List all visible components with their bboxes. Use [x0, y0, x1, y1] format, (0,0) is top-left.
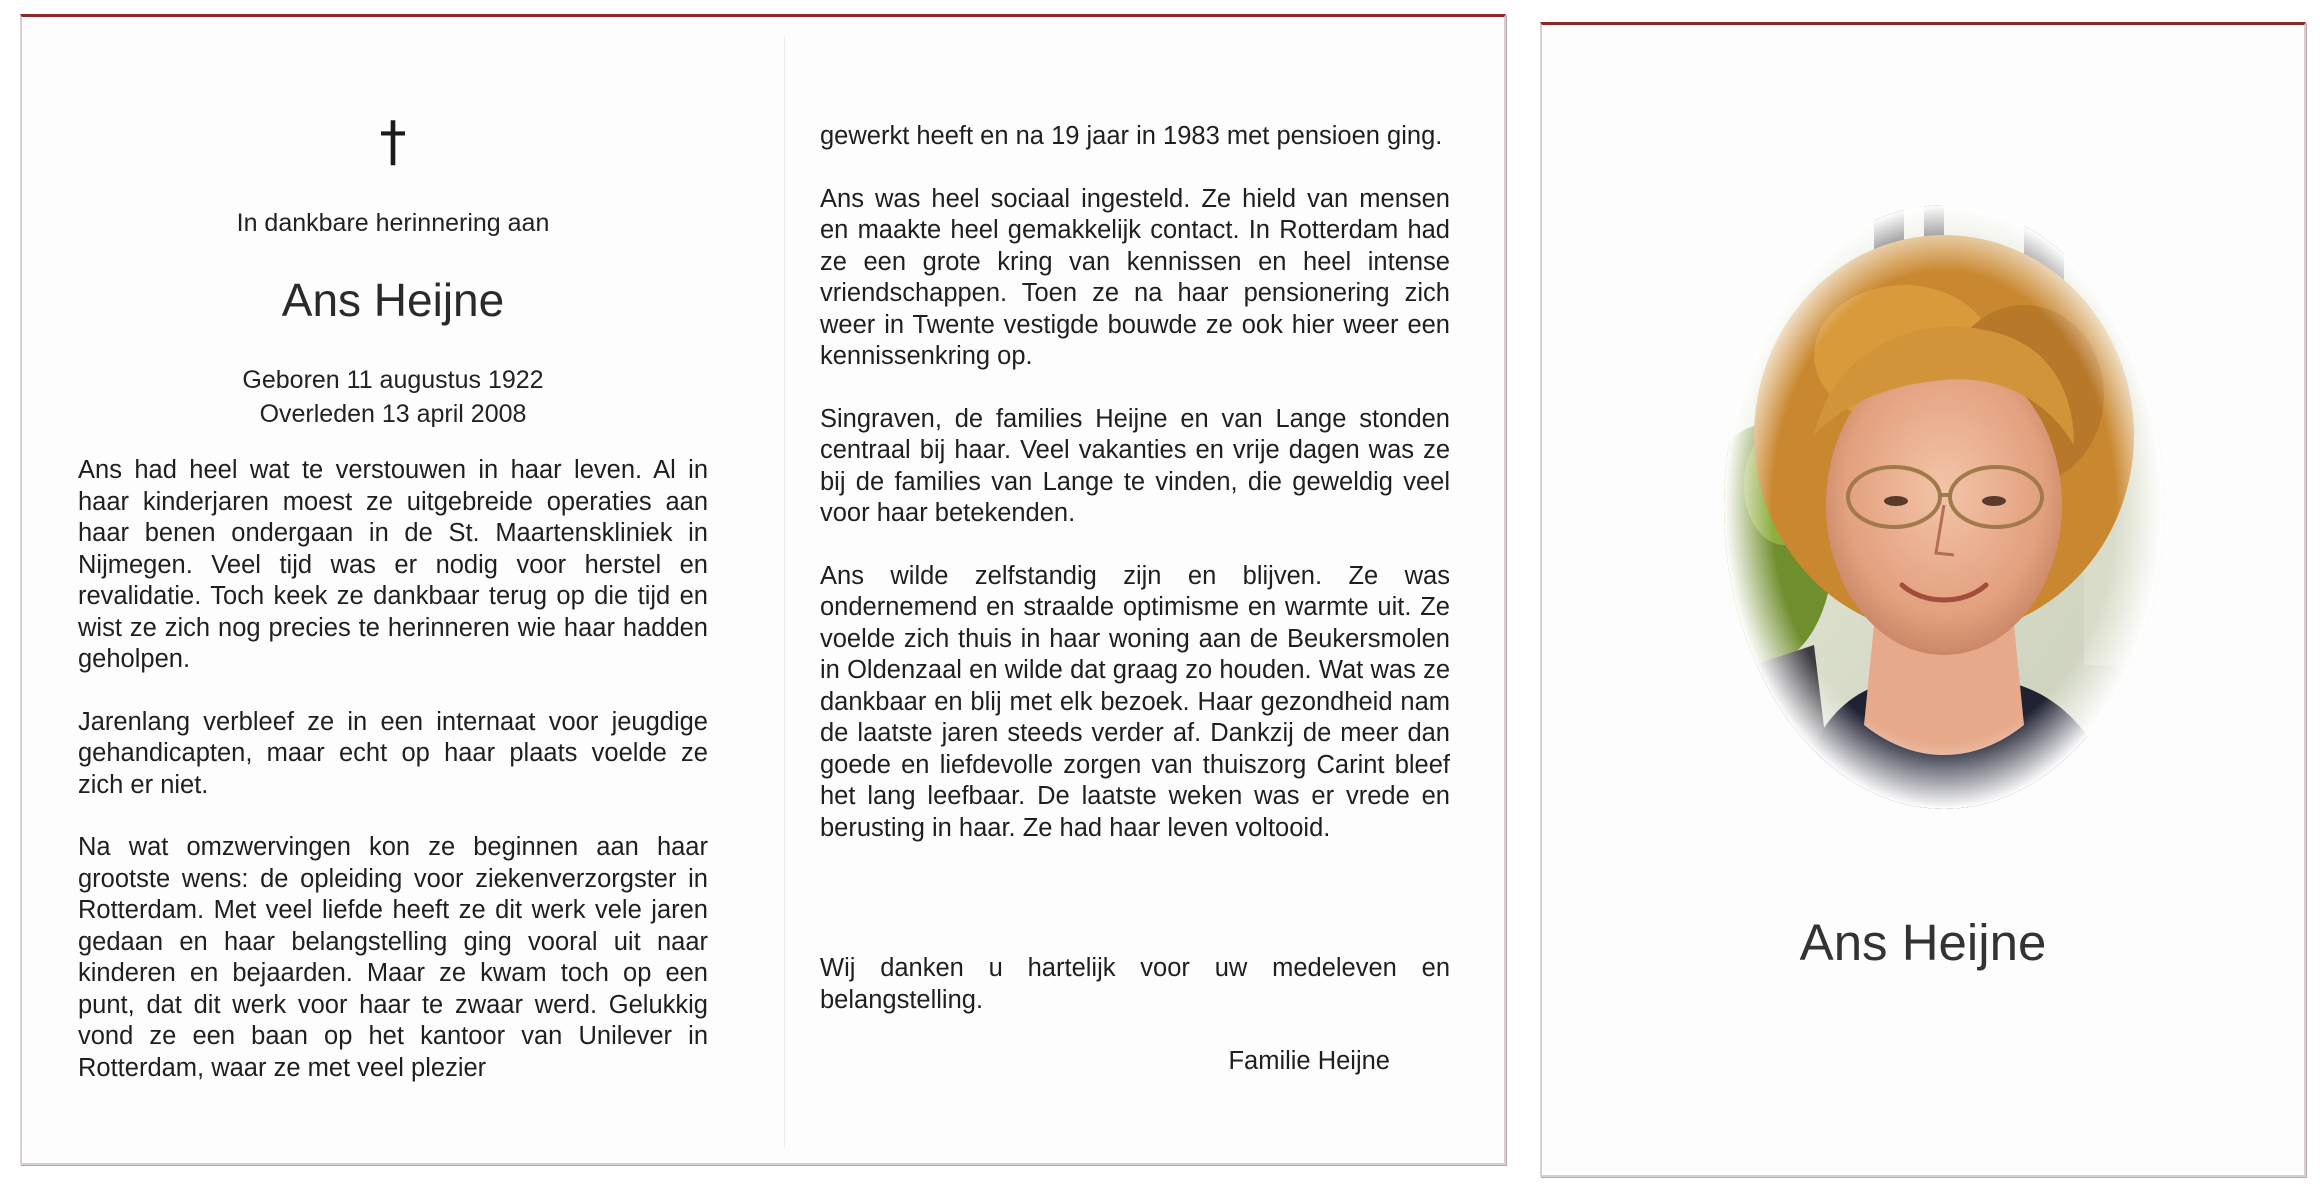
biography-paragraph: Ans wilde zelfstandig zijn en blijven. Ze was ondernemend en straalde optimisme en warmte uit. Ze voelde zich thuis in haar woning aan de Beukersmolen in Oldenzaal en wilde dat graag zo houden. Wat was ze dankbaar en blij met elk bezoek. Haar gezondheid nam de laatste jaren steeds verder af. Dankzij de meer dan goede en liefdevolle zorgen van thuiszorg Carint bleef het lang leefbaar. De laatste weken was er vrede en berusting in haar. Ze had haar leven voltooid.	[820, 561, 1450, 842]
portrait-photo	[1724, 205, 2164, 809]
biography-paragraph: Ans was heel sociaal ingesteld. Ze hield van mensen en maakte heel gemakkelijk contact. In Rotterdam had ze een grote kring van kennissen en heel intense vriendschappen. Toen ze na haar pensionering zich weer in Twente vestigde bouwde ze ook hier weer een kennissenkring op.	[820, 184, 1450, 370]
biography-paragraph: gewerkt heeft en na 19 jaar in 1983 met pensioen ging.	[820, 122, 1443, 150]
remembrance-intro: In dankbare herinnering aan	[236, 209, 550, 237]
biography-paragraph: Jarenlang verbleef ze in een internaat voor jeugdige gehandicapten, maar echt op haar plaats voelde ze zich er niet.	[78, 707, 708, 799]
cross-icon: †	[379, 110, 407, 173]
life-dates	[78, 363, 708, 431]
biography-left-column	[78, 455, 708, 1084]
deceased-name: Ans Heijne	[281, 274, 505, 326]
thank-you-text: Wij danken u hartelijk voor uw medeleven en belangstelling.	[820, 954, 1450, 1014]
inside-left-page	[78, 17, 708, 1147]
death-date: Overleden 13 april 2008	[259, 400, 527, 428]
biography-right-column	[820, 121, 1450, 844]
family-signature: Familie Heijne	[1228, 1047, 1390, 1075]
card-fold-line	[784, 37, 785, 1147]
front-deceased-name: Ans Heijne	[1799, 914, 2047, 971]
thank-you-note	[820, 953, 1450, 1016]
memorial-card-inside-spread	[20, 14, 1506, 1165]
inside-right-page	[820, 17, 1450, 1147]
biography-paragraph: Ans had heel wat te verstouwen in haar leven. Al in haar kinderjaren moest ze uitgebreide operaties aan haar benen ondergaan in de St. Maartenskliniek in Nijmegen. Veel tijd was er nodig voor herstel en revalidatie. Toch keek ze dankbaar terug op die tijd en wist ze zich nog precies te herinneren wie haar hadden geholpen.	[78, 456, 708, 673]
biography-paragraph: Na wat omzwervingen kon ze beginnen aan haar grootste wens: de opleiding voor ziekenverzorgster in Rotterdam. Met veel liefde heeft ze dit werk vele jaren gedaan en haar belangstelling ging vooral uit naar kinderen en bejaarden. Maar ze kwam toch op een punt, dat dit werk voor haar te zwaar werd. Gelukkig vond ze een baan op het kantoor van Unilever in Rotterdam, waar ze met veel plezier	[78, 833, 708, 1082]
birth-date: Geboren 11 augustus 1922	[242, 366, 544, 394]
biography-paragraph: Singraven, de families Heijne en van Lange stonden centraal bij haar. Veel vakanties en vrije dagen was ze bij de families van Lange te vinden, die geweldig veel voor haar betekenden.	[820, 404, 1450, 527]
memorial-card-front	[1540, 22, 2306, 1177]
